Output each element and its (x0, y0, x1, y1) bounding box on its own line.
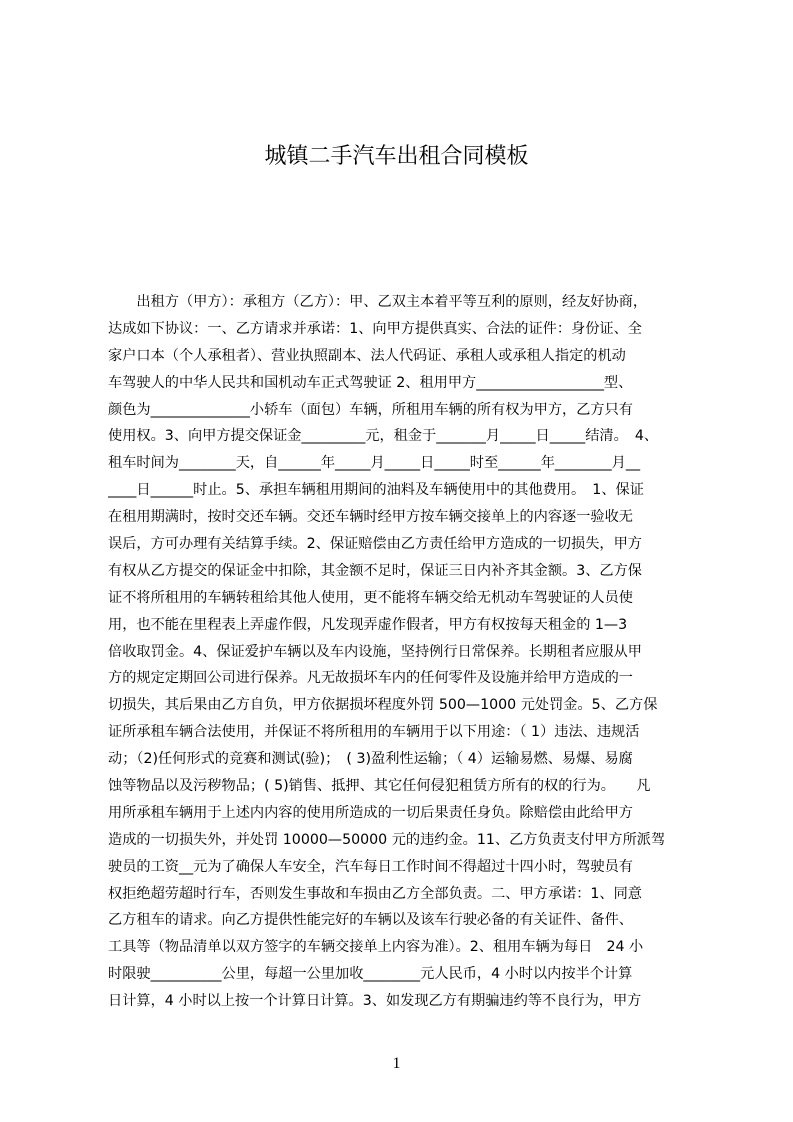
body-line: ____日______时止。5、承担车辆租用期间的油料及车辆使用中的其他费用。 1、保证 (108, 482, 644, 499)
body-line: 家户口本（个人承租者）、营业执照副本、法人代码证、承租人或承租人指定的机动 (108, 347, 626, 364)
body-line: 驶员的工资__元为了确保人车安全，汽车每日工作时间不得超过十四小时，驾驶员有 (108, 858, 633, 875)
body-line: 倍收取罚金。4、保证爱护车辆以及车内设施，坚持例行日常保养。长期租者应服从甲 (108, 643, 642, 660)
body-line: 日计算，4 小时以上按一个计算日计算。3、如发现乙方有期骗违约等不良行为，甲方 (108, 993, 642, 1010)
body-line: 乙方租车的请求。向乙方提供性能完好的车辆以及该车行驶必备的有关证件、备件、 (108, 912, 633, 929)
body-line: 工具等（物品清单以双方签字的车辆交接单上内容为准）。2、租用车辆为每日 24 小 (108, 939, 644, 956)
body-line: 证不将所租用的车辆转租给其他人使用，更不能将车辆交给无机动车驾驶证的人员使 (108, 589, 633, 606)
body-line: 用，也不能在里程表上弄虚作假，凡发现弄虚作假者，甲方有权按每天租金的 1—3 (108, 616, 628, 633)
document-body (108, 289, 698, 1029)
document-title: 城镇二手汽车出租合同模板 (264, 144, 529, 169)
body-line: 车驾驶人的中华人民共和国机动车正式驾驶证 2、租用甲方__________________型、 (108, 374, 633, 391)
body-line: 颜色为______________小轿车（面包）车辆，所租用车辆的所有权为甲方，乙方只有 (108, 401, 633, 418)
body-line: 时限驶__________公里，每超一公里加收________元人民币，4 小时以内按半个计算 (108, 966, 633, 983)
body-line: 证所承租车辆合法使用，并保证不将所租用的车辆用于以下用途：（ 1）违法、违规活 (108, 724, 640, 741)
body-line: 动；（2)任何形式的竞赛和测试(验)； ( 3)盈利性运输；（ 4）运输易燃、易爆、易腐 (108, 751, 633, 768)
body-line: 蚀等物品以及污秽物品；( 5)销售、抵押、其它任何侵犯租赁方所有的权的行为。 凡 (108, 778, 651, 795)
body-line: 使用权。3、向甲方提交保证金_________元，租金于_______月_____日_____结清。 4、 (108, 428, 659, 445)
body-line: 在租用期满时，按时交还车辆。交还车辆时经甲方按车辆交接单上的内容逐一验收无 (108, 509, 633, 526)
body-line: 租车时间为________天，自______年_____月_____日_____时至______年________月__ (108, 455, 641, 472)
body-line: 方的规定定期回公司进行保养。凡无故损坏车内的任何零件及设施并给甲方造成的一 (108, 670, 633, 687)
body-line: 出租方（甲方）：承租方（乙方）：甲、乙双主本着平等互利的原则，经友好协商， (108, 294, 648, 310)
body-line: 造成的一切损失外，并处罚 10000—50000 元的违约金。11、乙方负责支付甲方所派驾 (108, 831, 666, 848)
body-line: 达成如下协议：一、乙方请求并承诺：1、向甲方提供真实、合法的证件：身份证、全 (108, 320, 642, 337)
body-line: 误后，方可办理有关结算手续。2、保证赔偿由乙方责任给甲方造成的一切损失，甲方 (108, 536, 642, 553)
body-line: 权拒绝超劳超时行车，否则发生事故和车损由乙方全部负责。二、甲方承诺：1、同意 (108, 885, 642, 902)
page-number: 1 (392, 1055, 401, 1072)
body-line: 切损失，其后果由乙方自负，甲方依据损坏程度外罚 500—1000 元处罚金。5、乙方保 (108, 697, 658, 714)
body-line: 有权从乙方提交的保证金中扣除，其金额不足时，保证三日内补齐其金额。3、乙方保 (108, 562, 642, 579)
body-line: 用所承租车辆用于上述内内容的使用所造成的一切后果责任身负。除赔偿由此给甲方 (108, 804, 633, 821)
